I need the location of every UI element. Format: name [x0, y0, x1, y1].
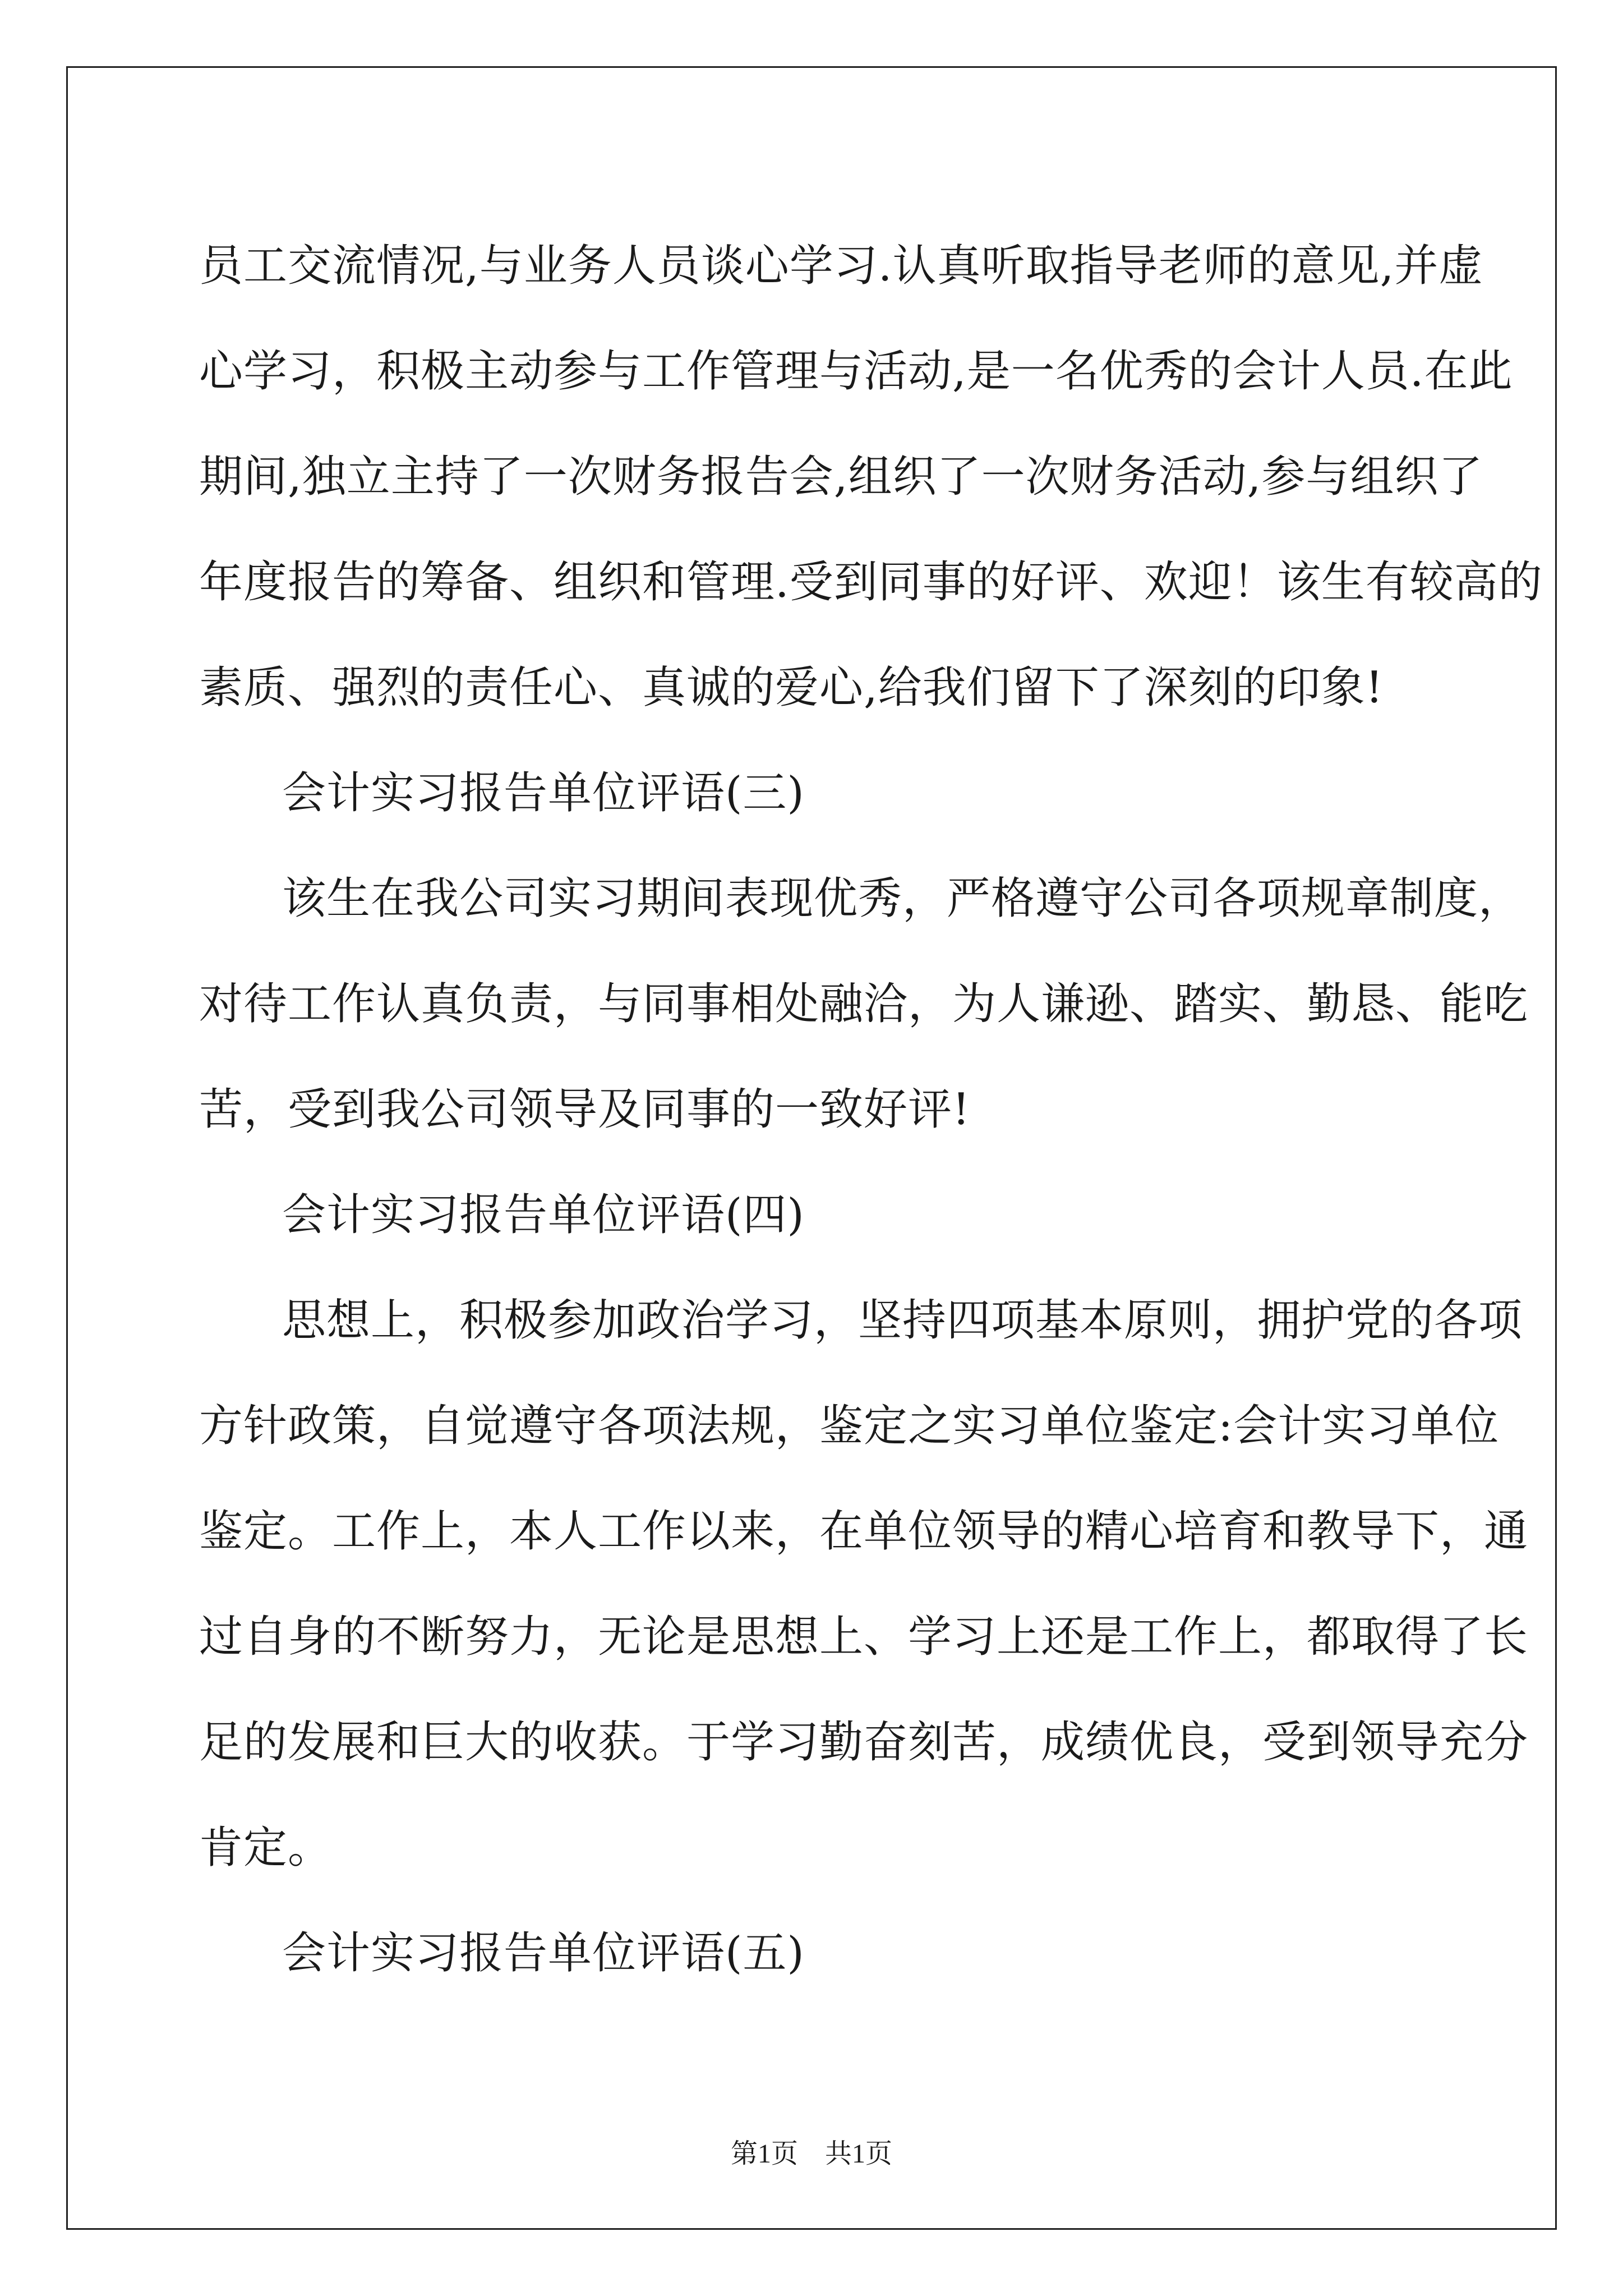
text-line: 心学习，积极主动参与工作管理与活动,是一名优秀的会计人员.在此	[199, 346, 1513, 397]
text-line: 素质、强烈的责任心、真诚的爱心,给我们留下了深刻的印象!	[199, 662, 1384, 713]
text-line: 苦，受到我公司领导及同事的一致好评!	[199, 1084, 971, 1135]
document-body	[199, 213, 1543, 2006]
page-number-label: 第1页 共1页	[730, 2139, 892, 2169]
text-line: 思想上，积极参加政治学习，坚持四项基本原则，拥护党的各项	[282, 1295, 1523, 1346]
text-line: 足的发展和巨大的收获。于学习勤奋刻苦，成绩优良，受到领导充分	[199, 1717, 1529, 1768]
text-line: 期间,独立主持了一次财务报告会,组织了一次财务活动,参与组织了	[199, 452, 1483, 502]
text-line: 鉴定。工作上，本人工作以来，在单位领导的精心培育和教导下，通	[199, 1506, 1529, 1557]
text-line: 该生在我公司实习期间表现优秀，严格遵守公司各项规章制度，	[282, 873, 1523, 924]
text-line: 员工交流情况,与业务人员谈心学习.认真听取指导老师的意见,并虚	[199, 241, 1483, 291]
section-heading: 会计实习报告单位评语(五)	[282, 1928, 805, 1978]
page-footer	[0, 2132, 1623, 2170]
text-line: 方针政策，自觉遵守各项法规，鉴定之实习单位鉴定:会计实习单位	[199, 1401, 1500, 1451]
text-line: 肯定。	[199, 1823, 333, 1873]
text-line: 对待工作认真负责，与同事相处融洽，为人谦逊、踏实、勤恳、能吃	[199, 979, 1529, 1029]
text-line: 过自身的不断努力，无论是思想上、学习上还是工作上，都取得了长	[199, 1612, 1529, 1662]
section-heading: 会计实习报告单位评语(三)	[282, 768, 805, 818]
text-line: 年度报告的筹备、组织和管理.受到同事的好评、欢迎！该生有较高的	[199, 557, 1543, 608]
section-heading: 会计实习报告单位评语(四)	[282, 1190, 805, 1240]
